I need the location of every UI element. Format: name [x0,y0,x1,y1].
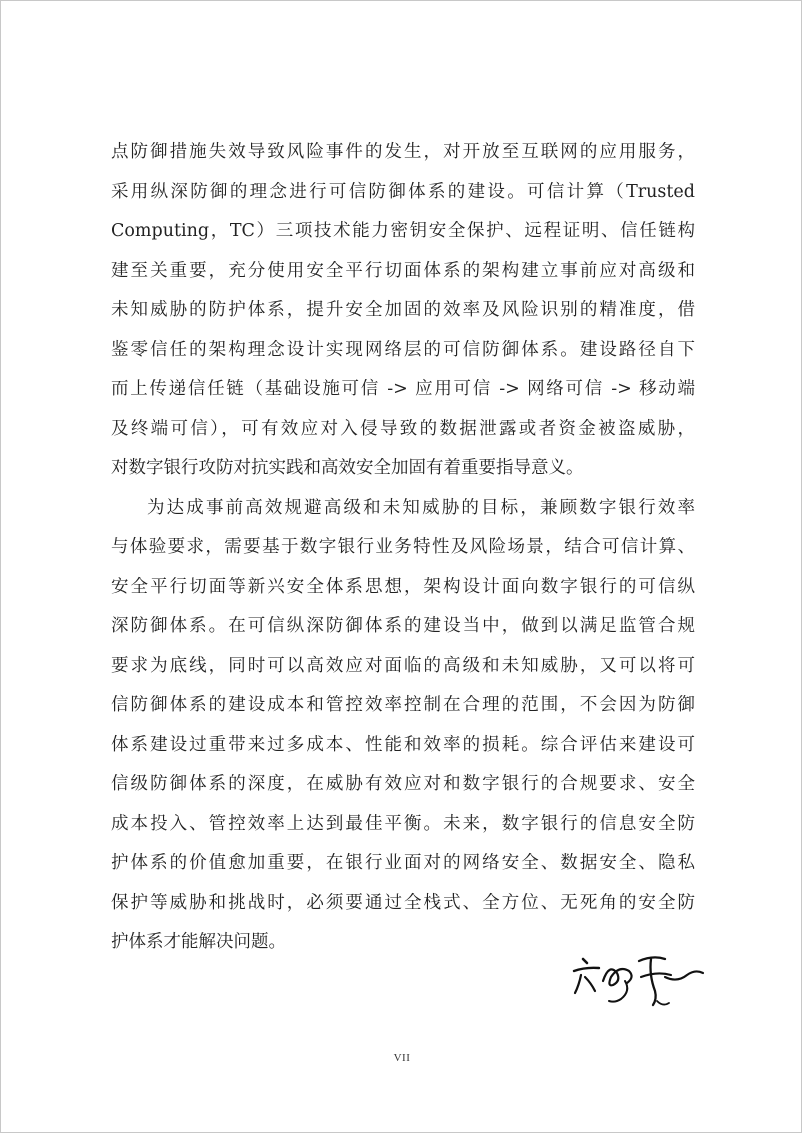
text-line: 体系建设过重带来过多成本、性能和效率的损耗。综合评估来建设可 [111,734,695,755]
text-line: 安全平行切面等新兴安全体系思想，架构设计面向数字银行的可信纵 [111,576,695,597]
text-line: Computing，TC）三项技术能力密钥安全保护、远程证明、信任链构 [111,221,695,241]
text-line: 点防御措施失效导致风险事件的发生，对开放至互联网的应用服务， [111,142,695,162]
text-line: 护体系的价值愈加重要，在银行业面对的网络安全、数据安全、隐私 [111,853,695,873]
text-line: 要求为底线，同时可以高效应对面临的高级和未知威胁，又可以将可 [111,655,695,676]
page-number: VII [393,1052,411,1064]
text-line: 护体系才能解决问题。 [111,932,286,952]
handwritten-signature-icon [569,951,714,1011]
text-line: 对数字银行攻防对抗实践和高效安全加固有着重要指导意义。 [111,458,584,478]
text-line: 建至关重要，充分使用安全平行切面体系的架构建立事前应对高级和 [111,260,695,281]
text-line: 鉴零信任的架构理念设计实现网络层的可信防御体系。建设路径自下 [111,339,695,360]
body-text [111,133,695,963]
paragraph-1 [111,133,695,489]
text-line: 及终端可信），可有效应对入侵导致的数据泄露或者资金被盗威胁， [111,418,695,439]
text-line: 采用纵深防御的理念进行可信防御体系的建设。可信计算（Trusted [111,181,695,202]
text-line: 未知威胁的防护体系，提升安全加固的效率及风险识别的精准度，借 [111,300,695,320]
text-line: 深防御体系。在可信纵深防御体系的建设当中，做到以满足监管合规 [111,616,695,636]
text-line: 与体验要求，需要基于数字银行业务特性及风险场景，结合可信计算、 [111,537,695,557]
text-line: 为达成事前高效规避高级和未知威胁的目标，兼顾数字银行效率 [147,497,695,518]
text-line: 信防御体系的建设成本和管控效率控制在合理的范围，不会因为防御 [111,695,695,715]
text-line: 信级防御体系的深度，在威胁有效应对和数字银行的合规要求、安全 [111,774,695,794]
text-line: 成本投入、管控效率上达到最佳平衡。未来，数字银行的信息安全防 [111,813,695,834]
text-line: 而上传递信任链（基础设施可信 -> 应用可信 -> 网络可信 -> 移动端 [111,379,695,399]
text-line: 保护等威胁和挑战时，必须要通过全栈式、全方位、无死角的安全防 [111,892,695,913]
paragraph-2 [111,489,695,963]
